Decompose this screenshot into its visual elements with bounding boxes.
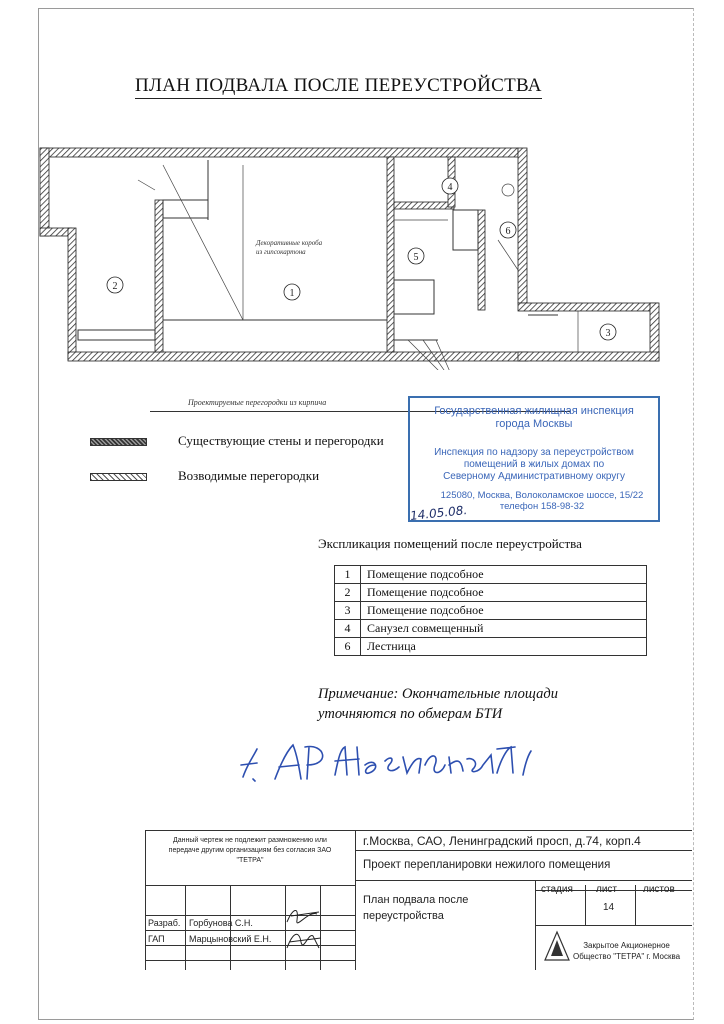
- hatch-light-icon: [90, 473, 147, 481]
- sheet-title: [363, 892, 468, 924]
- room-label-4: 4: [447, 182, 453, 193]
- disclaimer-line-3: "ТЕТРА": [236, 857, 264, 864]
- remark-line-1: Примечание: Окончательные площади: [318, 686, 558, 702]
- room-number: 4: [335, 620, 361, 638]
- room-label-3: 3: [605, 328, 611, 339]
- disclaimer-line-1: Данный чертеж не подлежит размножению или: [173, 837, 327, 844]
- room-label-5: 5: [413, 252, 419, 263]
- room-name: Санузел совмещенный: [361, 620, 647, 638]
- legend-new-label: Возводимые перегородки: [178, 468, 320, 483]
- stamp-line-3: Инспекция по надзору за переустройством: [434, 447, 634, 458]
- col-sheet: лист: [596, 884, 618, 895]
- hatch-dense-icon: [90, 438, 147, 446]
- table-row: [335, 602, 647, 620]
- explication-title: Экспликация помещений после переустройства: [318, 536, 582, 551]
- sheet-title-line-1: План подвала после: [363, 894, 469, 906]
- col-sheets: листов: [643, 884, 675, 895]
- explication-table: [334, 565, 647, 656]
- room-markers: [107, 178, 616, 340]
- room-name: Помещение подсобное: [361, 566, 647, 584]
- role-chief: ГАП: [148, 934, 165, 944]
- stamp-line-7: телефон 158-98-32: [499, 501, 585, 512]
- room-number: 3: [335, 602, 361, 620]
- sheet-number: 14: [603, 902, 615, 913]
- room-number: 2: [335, 584, 361, 602]
- title-block-signatures: [283, 902, 325, 957]
- annotation-partitions: Проектируемые перегородки из кирпича: [188, 398, 327, 407]
- stamp-line-4: помещений в жилых домах по: [463, 459, 605, 470]
- floor-plan: [38, 140, 668, 370]
- role-developer: Разраб.: [148, 918, 181, 928]
- title-block: [145, 830, 692, 970]
- room-name: Помещение подсобное: [361, 584, 647, 602]
- remark-line-2: уточняются по обмерам БТИ: [318, 706, 503, 722]
- table-row: [335, 584, 647, 602]
- person-chief: Марцыновский Е.Н.: [189, 934, 272, 944]
- room-name: Помещение подсобное: [361, 602, 647, 620]
- handwritten-signature: [235, 735, 535, 790]
- stamp-date: 14.05.08.: [409, 503, 468, 523]
- plan-detail-lines: [138, 165, 578, 370]
- stamp-line-5: Северному Административному округу: [443, 471, 625, 482]
- company-line-2: Общество "ТЕТРА" г. Москва: [573, 952, 681, 961]
- room-label-2: 2: [112, 281, 118, 292]
- col-stage: стадия: [541, 884, 573, 895]
- inspection-stamp: [408, 396, 660, 522]
- room-label-6: 6: [505, 226, 511, 237]
- annotation-boxes: Декоративные короба из гипсокартона: [256, 239, 323, 256]
- company-name: [573, 940, 680, 962]
- disclaimer-line-2: передаче другим организациям без согласия ЗАО: [168, 847, 332, 854]
- table-row: [335, 620, 647, 638]
- stamp-line-6: 125080, Москва, Волоколамское шоссе, 15/22: [440, 490, 644, 501]
- page-title: ПЛАН ПОДВАЛА ПОСЛЕ ПЕРЕУСТРОЙСТВА: [135, 75, 542, 99]
- existing-walls: [40, 148, 659, 361]
- disclaimer: [149, 836, 351, 866]
- table-row: [335, 638, 647, 656]
- stamp-line-1: Государственная жилищная инспекция: [434, 405, 634, 417]
- address: г.Москва, САО, Ленинградский просп, д.74, корп.4: [363, 834, 641, 848]
- stamp-line-2: города Москвы: [495, 418, 573, 430]
- room-number: 1: [335, 566, 361, 584]
- table-row: [335, 566, 647, 584]
- room-label-1: 1: [289, 288, 295, 299]
- sheet-title-line-2: переустройства: [363, 910, 444, 922]
- remark: [318, 684, 558, 724]
- project-name: Проект перепланировки нежилого помещения: [363, 859, 611, 871]
- person-developer: Горбунова С.Н.: [189, 918, 253, 928]
- room-number: 6: [335, 638, 361, 656]
- room-name: Лестница: [361, 638, 647, 656]
- company-line-1: Закрытое Акционерное: [583, 941, 670, 950]
- legend-existing-label: Существующие стены и перегородки: [178, 433, 384, 448]
- tetra-logo-icon: [543, 930, 571, 962]
